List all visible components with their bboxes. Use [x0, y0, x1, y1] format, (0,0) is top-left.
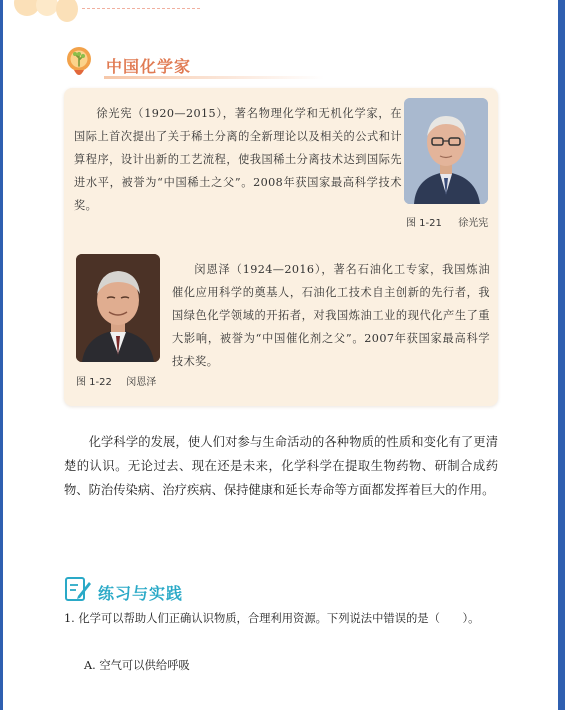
page-edge-left: [0, 0, 3, 710]
question-number: 1.: [64, 612, 75, 625]
lightbulb-tree-icon: [64, 46, 94, 80]
page-edge-right: [558, 0, 565, 710]
practice-title: 练习与实践: [98, 584, 184, 603]
question-option-a: A. 空气可以供给呼吸: [84, 659, 190, 672]
section-title: 中国化学家: [106, 57, 192, 76]
figure-caption-1-21: [406, 214, 488, 229]
portrait-drawing: [76, 254, 160, 362]
figure-label: 图 1-22: [76, 377, 112, 388]
figure-caption-1-22: [76, 373, 156, 388]
scientist-bio-min: 闵恩泽（1924—2016），著名石油化工专家，我国炼油催化应用科学的奠基人，石油化工技术自主创新的先行者，我国绿色化学领域的开拓者，对我国炼油工业的现代化产生了重大影响，被誉为“中国催化剂之父”。2007年获国家最高科学技术奖。: [172, 263, 490, 368]
portrait-drawing: [404, 98, 488, 204]
figure-name: 闵恩泽: [126, 377, 157, 388]
figure-name: 徐光宪: [458, 218, 489, 229]
top-rule: [82, 8, 200, 9]
section-underline: [104, 76, 324, 79]
section-header: [64, 44, 324, 80]
practice-header: [64, 574, 324, 604]
pencil-note-icon: [64, 574, 92, 602]
decorative-dots: [14, 0, 84, 24]
figure-label: 图 1-21: [406, 218, 442, 229]
body-paragraph: 化学科学的发展，使人们对参与生命活动的各种物质的性质和变化有了更清楚的认识。无论过去、现在还是未来，化学科学在提取生物药物、研制合成药物、防治传染病、治疗疾病、保持健康和延长寿命等方面都发挥着巨大的作用。: [64, 435, 498, 497]
question-text: 化学可以帮助人们正确认识物质，合理利用资源。下列说法中错误的是（ ）。: [78, 612, 480, 625]
portrait-min-enze: [76, 254, 160, 362]
scientist-bio-xu: 徐光宪（1920—2015），著名物理化学和无机化学家，在国际上首次提出了关于稀土分离的全新理论以及相关的公式和计算程序，设计出新的工艺流程，使我国稀土分离技术达到国际先进水平，被誉为“中国稀土之父”。2008年获国家最高科学技术奖。: [74, 107, 402, 212]
question-1: [64, 608, 504, 630]
chemist-profile-card: [64, 88, 498, 406]
portrait-xu-guangxian: [404, 98, 488, 204]
